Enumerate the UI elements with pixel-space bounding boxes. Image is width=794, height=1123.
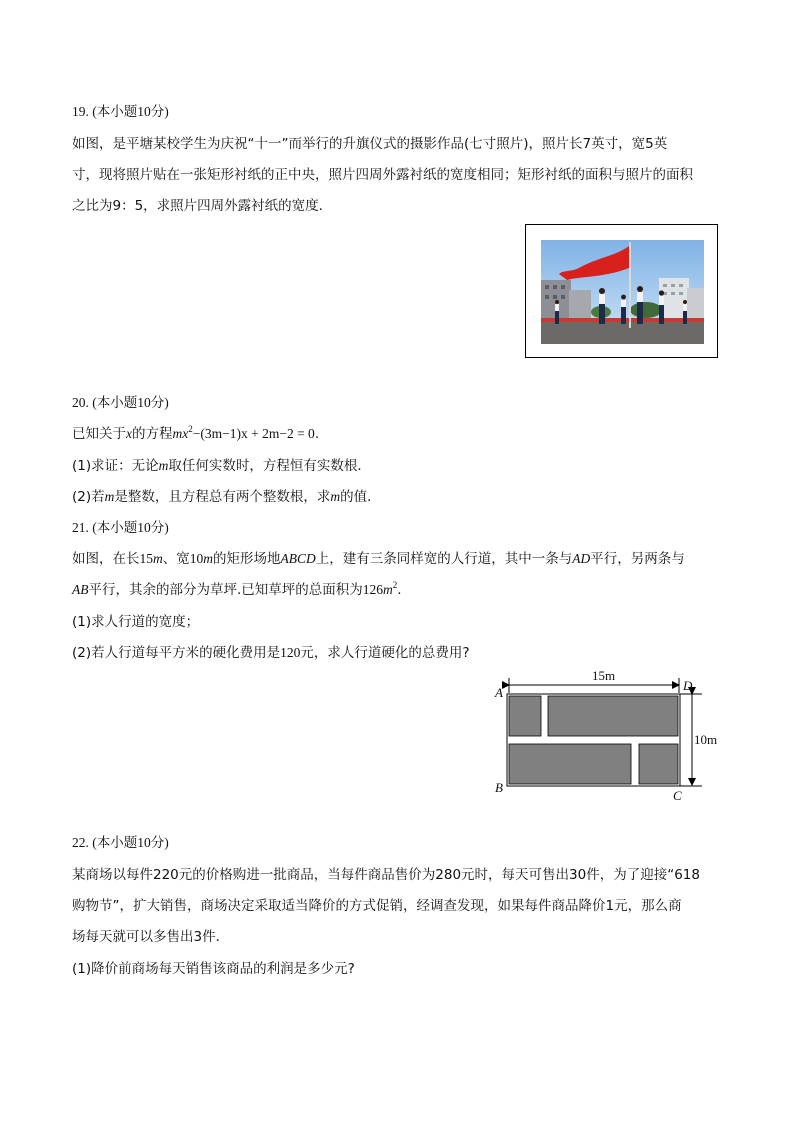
q22-subquestion-1: (1)降价前商场每天销售该商品的利润是多少元?	[72, 961, 355, 977]
q21-l1-unit-m2: m	[203, 551, 213, 566]
q19-text-line3: 之比为9：5，求照片四周外露衬纸的宽度．	[72, 198, 333, 214]
lawn-bottom-right	[639, 744, 678, 784]
q21-text-line2	[72, 580, 402, 600]
q21-s2-text-b: 元，求人行道硬化的总费用?	[300, 645, 470, 661]
q21-l1-text-b: 、宽	[162, 551, 190, 567]
q21-l1-num-15: 15	[139, 551, 153, 566]
q21-l2-ab: AB	[72, 582, 89, 597]
q20-equation-mx: mx	[172, 426, 189, 441]
flag-raising-photo	[541, 240, 704, 344]
q20-s1-var-m: m	[158, 458, 169, 473]
q20-s2-text-a: (2)若	[72, 489, 105, 505]
vertex-d-label: D	[683, 678, 693, 693]
q21-subquestion-2	[72, 643, 470, 663]
q21-l2-unit-m: m	[383, 582, 393, 597]
q20-s2-text-b: 是整数，且方程总有两个整数根，求	[114, 489, 331, 505]
q21-l1-text-d: 上，建有三条同样宽的人行道，其中一条与	[315, 551, 573, 567]
q20-subquestion-2	[72, 487, 381, 507]
q20-header: 20. (本小题10分)	[72, 395, 169, 410]
q20-s2-text-c: 的值．	[340, 489, 381, 505]
q20-stem	[72, 424, 319, 444]
flag-photo-frame	[525, 224, 718, 358]
lawn-top-left	[509, 696, 541, 736]
q21-l1-abcd: ABCD	[280, 551, 316, 566]
q21-l1-unit-m1: m	[153, 551, 163, 566]
lawn-top-right	[548, 696, 678, 736]
q19-text-line1: 如图，是平塘某校学生为庆祝“十一”而举行的升旗仪式的摄影作品(七寸照片)，照片长7英寸，宽5英	[72, 136, 668, 152]
height-label: 10m	[694, 732, 718, 747]
q21-s2-num-120: 120	[280, 645, 301, 660]
q21-header: 21. (本小题10分)	[72, 520, 169, 535]
vertex-a-label: A	[495, 685, 503, 700]
q21-l2-num-126: 126	[362, 582, 384, 597]
q22-text-line2: 购物节”，扩大销售，商场决定采取适当降价的方式促销，经调查发现，如果每件商品降价1元，那么商	[72, 898, 682, 914]
q21-l1-ad: AD	[572, 551, 591, 566]
lawn-bottom-left	[509, 744, 631, 784]
q20-equation-rest: −(3m−1)x + 2m−2 = 0	[192, 426, 315, 441]
q20-s2-var-m2: m	[330, 489, 341, 504]
q21-l2-text-a: 平行，其余的部分为草坪.已知草坪的总面积为	[88, 582, 363, 598]
q21-l1-text-a: 如图，在长	[72, 551, 140, 567]
q20-s2-var-m: m	[104, 489, 115, 504]
q21-l2-exponent: 2	[392, 580, 398, 590]
q22-header: 22. (本小题10分)	[72, 835, 169, 850]
q21-l1-text-e: 平行，另两条与	[590, 551, 685, 567]
q21-l1-num-10: 10	[189, 551, 204, 566]
q20-equation-end: .	[314, 426, 320, 442]
q21-text-line1	[72, 549, 685, 569]
q20-s1-text-b: 取任何实数时，方程恒有实数根．	[168, 458, 371, 474]
q20-stem-text-b: 的方程	[132, 426, 173, 442]
q19-header: 19. (本小题10分)	[72, 104, 169, 119]
q21-l1-text-c: 的矩形场地	[213, 551, 281, 567]
q22-text-line1: 某商场以每件220元的价格购进一批商品，当每件商品售价为280元时，每天可售出30件，为了迎接“618	[72, 867, 700, 883]
q21-l2-end: .	[397, 582, 402, 598]
q21-s2-text-a: (2)若人行道每平方米的硬化费用是	[72, 645, 281, 661]
q19-text-line2: 寸，现将照片贴在一张矩形衬纸的正中央，照片四周外露衬纸的宽度相同；矩形衬纸的面积与照片的面积	[72, 167, 693, 183]
q20-var-x: x	[126, 426, 132, 441]
vertex-c-label: C	[673, 788, 682, 803]
vertex-b-label: B	[495, 780, 503, 795]
q20-subquestion-1	[72, 456, 371, 476]
q20-stem-text-a: 已知关于	[72, 426, 126, 442]
q21-subquestion-1: (1)求人行道的宽度；	[72, 614, 200, 630]
q20-s1-text-a: (1)求证：无论	[72, 458, 159, 474]
q22-text-line3: 场每天就可以多售出3件．	[72, 929, 230, 945]
q20-equation-exponent: 2	[188, 424, 193, 434]
width-label: 15m	[592, 668, 616, 683]
rectangle-field-diagram	[490, 668, 730, 808]
